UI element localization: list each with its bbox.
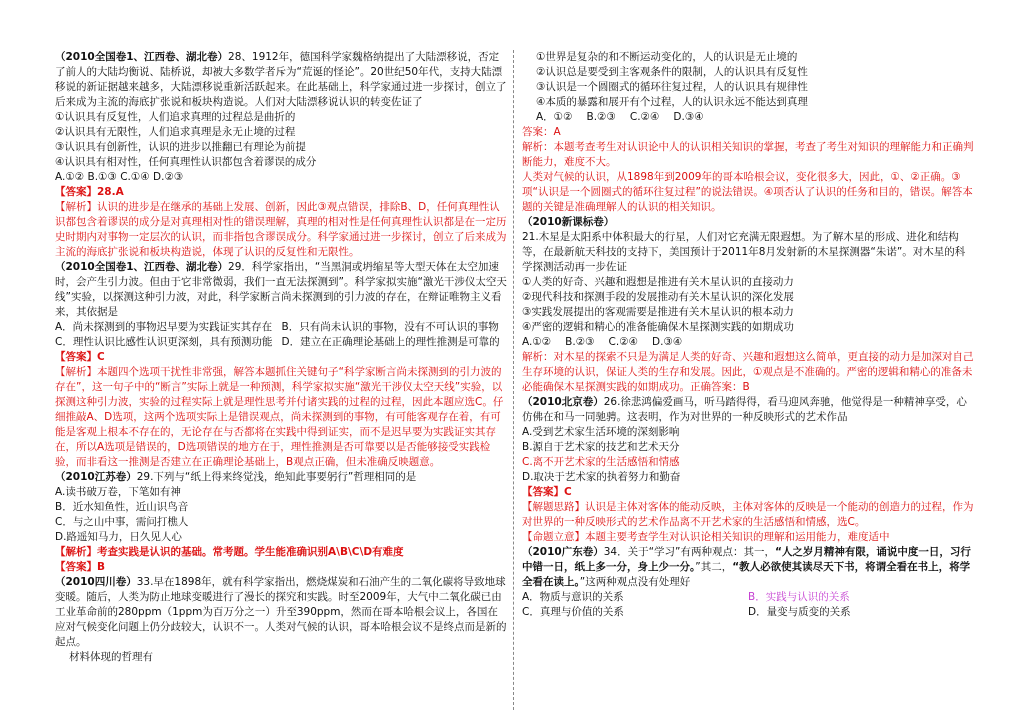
q7-source: （2010广东卷） xyxy=(522,546,604,558)
q4-analysis: 解析：本题考查考生对认识论中人的认识相关知识的掌握，考查了考生对知识的理解能力和正确判断能力，难度不大。 xyxy=(522,141,974,168)
q5-text: 21.木星是太阳系中体积最大的行星，人们对它充满无限遐想。为了解木星的形成、进化和结构等，在最新航天科技的支持下，美国预计于2011年8月发射新的木星探测器“朱诺”。对木星的科学探测活动再一步佐证 xyxy=(522,231,966,273)
q7-stem xyxy=(522,545,974,590)
q5-choice-b: B.②③ xyxy=(565,336,595,348)
q2-option-c: C．理性认识比感性认识更深刻，具有预测功能 xyxy=(55,336,273,348)
q5-choice-a: A.①② xyxy=(522,336,552,348)
q2-stem xyxy=(55,260,508,320)
q6-stem xyxy=(522,395,974,425)
q5-choice-c: C.②④ xyxy=(608,336,639,348)
q3-answer: 【答案】B xyxy=(55,561,106,573)
q7-option-d: D．量变与质变的关系 xyxy=(748,606,851,618)
q3-option-d: D.路遥知马力，日久见人心 xyxy=(55,531,182,543)
q2-option-d: D．建立在正确理论基础上的理性推测是可靠的 xyxy=(281,336,500,348)
q1-text: 28、1912年，德国科学家魏格纳提出了大陆漂移说，否定了前人的大陆均衡说、陆桥说，却被大多数学者斥为“荒诞的怪论”。20世纪50年代，支持大陆漂移说的新证据越来越多，大陆漂移说重新活跃起来。在此基础上，科学家通过进一步探讨，创立了后来成为主流的海底扩张说和板块构造说。人们对大陆漂移说认识的转变佐证了 xyxy=(55,51,507,108)
q4-choices xyxy=(522,110,974,125)
q1-answer: 【答案】28.A xyxy=(55,186,124,198)
q5-analysis: 解析：对木星的探索不只是为满足人类的好奇、兴趣和遐想这么简单，更直接的动力是加深对自己生存环境的认识，保证人类的生存和发展。因此，①观点是不准确的。严密的逻辑和精心的准备未必能确保木星探测实践的如期成功。正确答案：B xyxy=(522,351,974,393)
q4-option-3: ③认识是一个圆圈式的循环往复过程，人的认识具有规律性 xyxy=(536,81,808,93)
q6-solution-idea: 【解题思路】认识是主体对客体的能动反映，主体对客体的反映是一个能动的创造力的过程，作为对世界的一种反映形式的艺术作品离不开艺术家的生活感悟和情感，选C。 xyxy=(522,501,974,528)
q4-answer: 答案：A xyxy=(522,126,561,138)
q5-option-2: ②现代科技和探测手段的发展推动有关木星认识的深化发展 xyxy=(522,291,794,303)
q2-options xyxy=(55,320,508,350)
q7-option-c: C．真理与价值的关系 xyxy=(522,606,624,618)
q6-answer: 【答案】C xyxy=(522,486,572,498)
q2-source: （2010全国卷1、江西卷、湖北卷） xyxy=(55,261,229,273)
q5-choices xyxy=(522,335,974,350)
q1-source: （2010全国卷1、江西卷、湖北卷） xyxy=(55,51,229,63)
q2-answer: 【答案】C xyxy=(55,351,105,363)
q4-tail: 材料体现的哲理有 xyxy=(69,651,153,663)
q7-option-b: B．实践与认识的关系 xyxy=(748,591,850,603)
q1-option-4: ④认识具有相对性，任何真理性认识都包含着谬误的成分 xyxy=(55,156,317,168)
right-column xyxy=(522,50,974,620)
q6-option-b: B.源自于艺术家的技艺和艺术天分 xyxy=(522,441,680,453)
q7-quote-2: “教人必欲使其读尽天下书，将谓全看在书上，将学全看在读上。 xyxy=(522,561,971,588)
q3-text: 29.下列与“纸上得来终觉浅，绝知此事要躬行”哲理相同的是 xyxy=(136,471,417,483)
left-column xyxy=(55,50,508,665)
q2-text: 29．科学家指出，“当黑洞或坍缩星等大型天体在太空加速时，会产生引力波。但由于它非常微弱，我们一直无法探测到”。科学家拟实施“激光干涉仪太空天线”实验，以探测这种引力波，对此，科学家断言尚未探测到的引力波的存在，在辩证唯物主义看来，其依据是 xyxy=(55,261,507,318)
q6-text: 26.徐悲鸿偏爱画马，听马踏得得，看马迎风奔驰，他觉得是一种精神享受，心仿佛在和马一同驰骋。这表明，作为对世界的一种反映形式的艺术作品 xyxy=(522,396,967,423)
q4-choice-b: B.②③ xyxy=(586,111,616,123)
q3-stem xyxy=(55,470,508,485)
q1-analysis: 【解析】认识的进步是在继承的基础上发展、创新，因此③观点错误，排除B、D，任何真理性认识都包含着谬误的成分是对真理相对性的错误理解，真理的相对性是任何真理性认识都是在一定历史时期内对事物一定层次的认识，而非指包含谬误成分。科学家通过进一步探讨，创立了后来成为主流的海底扩张说和板块构造说，体现了认识的反复性和无限性。 xyxy=(55,201,507,258)
q7-text-2: ”其二， xyxy=(695,561,733,573)
q4-option-4: ④本质的暴露和展开有个过程，人的认识永远不能达到真理 xyxy=(536,96,808,108)
q7-text-1: 34．关于“学习”有两种观点：其一， xyxy=(603,546,775,558)
q1-option-2: ②认识具有无限性，人们追求真理是永无止境的过程 xyxy=(55,126,296,138)
q6-option-d: D.取决于艺术家的执着努力和勤奋 xyxy=(522,471,681,483)
q4-option-2: ②认识总是要受到主客观条件的限制，人的认识具有反复性 xyxy=(536,66,808,78)
q4-source: （2010四川卷） xyxy=(55,576,137,588)
column-divider xyxy=(513,50,514,710)
q7-quote-1: “人之岁月精神有限，诵说中度一日，习行中错一日，纸上多一分，身上少一分。 xyxy=(522,546,971,573)
q1-choices: A.①② B.①③ C.①④ D.②③ xyxy=(55,171,184,183)
q6-option-a: A.受到艺术家生活环境的深刻影响 xyxy=(522,426,680,438)
q2-option-a: A．尚未探测到的事物迟早要为实践证实其存在 xyxy=(55,321,273,333)
q3-analysis: 【解析】考查实践是认识的基础。常考题。学生能准确识别A\B\C\D有难度 xyxy=(55,546,404,558)
q2-analysis: 【解析】本题四个选项干扰性非常强，解答本题抓住关键句子“科学家断言尚未探测到的引力波的存在”，这一句子中的“断言”实际上就是一种预测，科学家拟实施“激光干涉仪太空天线”实验，以探测这种引力波，实验的过程实际上就是理性思考并付诸实践的过程的过程，因此本题应选C。仔细推敲A、D选项，这两个选项实际上是错误观点，尚未探测到的事物，有可能客观存在着，有可能是客观上根本不存在的，无论存在与否都将在实践中得到证实，而不是迟早要为实践证实其存在，所以A选项是错误的，D选项错误的地方在于，理性推测是否可靠要以是否能够接受实践检验，而非看这一推测是否建立在正确理论基础上，B观点正确，但未准确反映题意。 xyxy=(55,366,504,468)
q4-analysis-detail: 人类对气候的认识，从1898年到2009年的哥本哈根会议，变化很多大，因此，①、②正确。③项“认识是一个圆圈式的循环往复过程”的说法错误。④项否认了认识的任务和目的，错误。解答本题的关键是准确理解人的认识的相关知识。 xyxy=(522,171,973,213)
q5-option-3: ③实践发展提出的客观需要是推进有关木星认识的根本动力 xyxy=(522,306,794,318)
q7-options xyxy=(522,590,974,620)
q5-option-4: ④严密的逻辑和精心的准备能确保木星探测实践的如期成功 xyxy=(522,321,794,333)
q1-option-1: ①认识具有反复性，人们追求真理的过程总是曲折的 xyxy=(55,111,296,123)
q6-option-c: C.离不开艺术家的生活感悟和情感 xyxy=(522,456,680,468)
q6-intent: 【命题立意】本题主要考查学生对认识论相关知识的理解和运用能力，难度适中 xyxy=(522,531,890,543)
q4-stem xyxy=(55,575,508,650)
q4-choice-d: D.③④ xyxy=(673,111,704,123)
q3-option-a: A.读书破万卷，下笔如有神 xyxy=(55,486,181,498)
q3-option-c: C．与之山中事，需问打樵人 xyxy=(55,516,189,528)
q4-choice-c: C.②④ xyxy=(629,111,660,123)
q1-stem xyxy=(55,50,508,110)
q2-option-b: B．只有尚未认识的事物，没有不可认识的事物 xyxy=(281,321,499,333)
q5-source: （2010新课标卷） xyxy=(522,216,615,228)
q4-text: 33.早在1898年，就有科学家指出，燃烧煤炭和石油产生的二氧化碳将导致地球变暖。随后，人类为防止地球变暖进行了漫长的探究和实践。时至2009年，大气中二氧化碳已由工业革命前的280ppm（1ppm为百万分之一）升至390ppm，然而在哥本哈根会议上，各国在应对气候变化问题上仍分歧较大，认识不一。人类对气候的认识，哥本哈根会议不是终点而是新的起点。 xyxy=(55,576,507,648)
q5-option-1: ①人类的好奇、兴趣和遐想是推进有关木星认识的直接动力 xyxy=(522,276,794,288)
q6-source: （2010北京卷） xyxy=(522,396,604,408)
q4-choice-a: A．①② xyxy=(536,111,573,123)
q3-option-b: B．近水知鱼性，近山识鸟音 xyxy=(55,501,189,513)
q4-option-1: ①世界是复杂的和不断运动变化的，人的认识是无止境的 xyxy=(536,51,798,63)
q3-source: （2010江苏卷） xyxy=(55,471,137,483)
q5-choice-d: D.③④ xyxy=(652,336,683,348)
q1-option-3: ③认识具有创新性，认识的进步以推翻已有理论为前提 xyxy=(55,141,306,153)
q7-option-a: A．物质与意识的关系 xyxy=(522,591,624,603)
q7-text-3: ”这两种观点没有处理好 xyxy=(579,576,691,588)
